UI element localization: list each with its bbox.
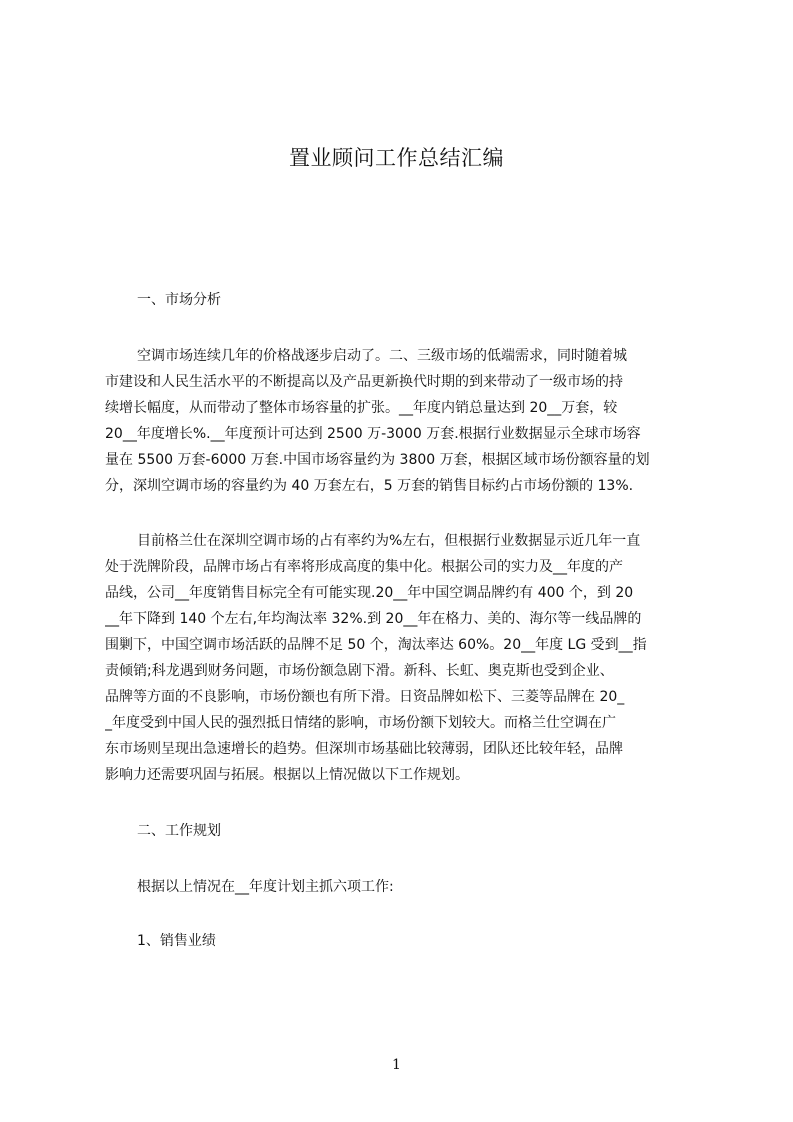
paragraph-line: 品牌等方面的不良影响，市场份额也有所下滑。日资品牌如松下、三菱等品牌在 20_ [105, 689, 625, 705]
paragraph-line: 目前格兰仕在深圳空调市场的占有率约为%左右，但根据行业数据显示近几年一直 [137, 533, 641, 549]
paragraph-market-overview [105, 343, 701, 499]
paragraph-line: 市建设和人民生活水平的不断提高以及产品更新换代时期的到来带动了一级市场的持 [105, 374, 623, 390]
paragraph-line: 影响力还需要巩固与拓展。根据以上情况做以下工作规划。 [105, 767, 469, 783]
section-heading-work-plan: 二、工作规划 [137, 823, 221, 839]
paragraph-line: 品线，公司__年度销售目标完全有可能实现.20__年中国空调品牌约有 400 个，到 20 [105, 585, 634, 601]
paragraph-line: _年度受到中国人民的强烈抵日情绪的影响，市场份额下划较大。而格兰仕空调在广 [105, 715, 616, 731]
paragraph-line: 20__年度增长%.__年度预计可达到 2500 万-3000 万套.根据行业数据显示全球市场容 [105, 426, 641, 442]
paragraph-line: 分，深圳空调市场的容量约为 40 万套左右，5 万套的销售目标约占市场份额的 13%. [105, 478, 634, 494]
section-heading-market-analysis: 一、市场分析 [137, 292, 221, 308]
paragraph-work-plan-intro: 根据以上情况在__年度计划主抓六项工作: [137, 879, 394, 895]
paragraph-brand-status [105, 528, 701, 788]
paragraph-line: __年下降到 140 个左右,年均淘汰率 32%.到 20__年在格力、美的、海尔等一线品牌的 [105, 611, 642, 627]
paragraph-line: 围剿下，中国空调市场活跃的品牌不足 50 个，淘汰率达 60%。20__年度 LG 受到__指 [105, 637, 647, 653]
subsection-heading-sales-performance: 1、销售业绩 [137, 933, 216, 949]
paragraph-line: 空调市场连续几年的价格战逐步启动了。二、三级市场的低端需求，同时随着城 [137, 348, 627, 364]
page-number: 1 [392, 1057, 401, 1073]
paragraph-line: 量在 5500 万套-6000 万套.中国市场容量约为 3800 万套，根据区域市场份额容量的划 [105, 452, 650, 468]
paragraph-line: 续增长幅度，从而带动了整体市场容量的扩张。__年度内销总量达到 20__万套，较 [105, 400, 618, 416]
paragraph-line: 责倾销;科龙遇到财务问题，市场份额急剧下滑。新科、长虹、奥克斯也受到企业、 [105, 663, 614, 679]
paragraph-line: 处于洗牌阶段，品牌市场占有率将形成高度的集中化。根据公司的实力及__年度的产 [105, 559, 623, 575]
paragraph-line: 东市场则呈现出急速增长的趋势。但深圳市场基础比较薄弱，团队还比较年轻，品牌 [105, 741, 623, 757]
document-title: 置业顾问工作总结汇编 [289, 146, 504, 170]
